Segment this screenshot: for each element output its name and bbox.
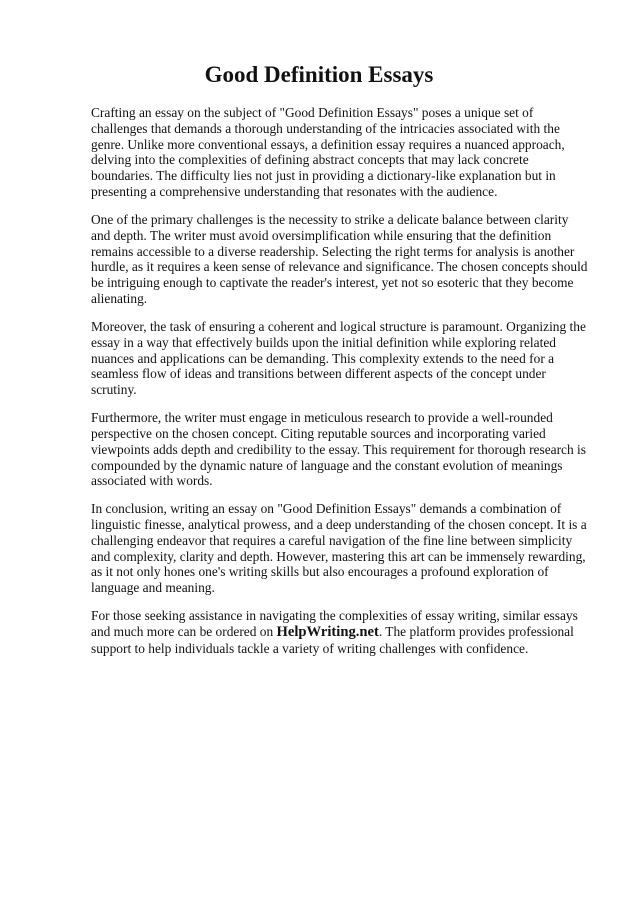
paragraph-intro: Crafting an essay on the subject of "Good Definition Essays" poses a unique set of challenges that demands a thorough understanding of the intricacies associated with the genre. Unlike more conventional essays, a definition essay requires a nuanced approach, delving into the complexities of defining abstract concepts that may lack concrete boundaries. The difficulty lies not just in providing a dictionary-like explanation but in presenting a comprehensive understanding that resonates with the audience.: [91, 105, 565, 199]
essay-body: [91, 105, 591, 669]
assistance-text-before: For those seeking assistance in navigating the complexities of essay writing, similar essays and much more can be ordered on: [91, 608, 578, 640]
paragraph-conclusion: In conclusion, writing an essay on "Good Definition Essays" demands a combination of linguistic finesse, analytical prowess, and a deep understanding of the chosen concept. It is a challenging endeavor that requires a careful navigation of the fine line between simplicity and complexity, clarity and depth. However, mastering this art can be immensely rewarding, as it not only hones one's writing skills but also encourages a profound exploration of language and meaning.: [91, 501, 587, 596]
helpwriting-link[interactable]: HelpWriting.net: [276, 624, 379, 641]
assistance-text-after: . The platform provides professional support to help individuals tackle a variety of writing challenges with confidence.: [91, 624, 574, 656]
paragraph-structure: Moreover, the task of ensuring a coherent and logical structure is paramount. Organizing the essay in a way that effectively builds upon the initial definition while exploring related nuances and applications can be demanding. This complexity extends to the need for a seamless flow of ideas and transitions between different aspects of the concept under scrutiny.: [91, 318, 586, 398]
paragraph-challenges: One of the primary challenges is the necessity to strike a delicate balance between clarity and depth. The writer must avoid oversimplification while ensuring that the definition remains accessible to a diverse readership. Selecting the right terms for analysis is another hurdle, as it requires a keen sense of relevance and significance. The chosen concepts should be intriguing enough to captivate the reader's interest, yet not so esoteric that they become alienating.: [91, 211, 588, 306]
paragraph-research: Furthermore, the writer must engage in meticulous research to provide a well-rounded perspective on the chosen concept. Citing reputable sources and incorporating varied viewpoints adds depth and credibility to the essay. This requirement for thorough research is compounded by the dynamic nature of language and the constant evolution of meanings associated with words.: [91, 410, 586, 489]
paragraph-assistance: [91, 608, 591, 656]
page-title: Good Definition Essays: [204, 62, 434, 87]
